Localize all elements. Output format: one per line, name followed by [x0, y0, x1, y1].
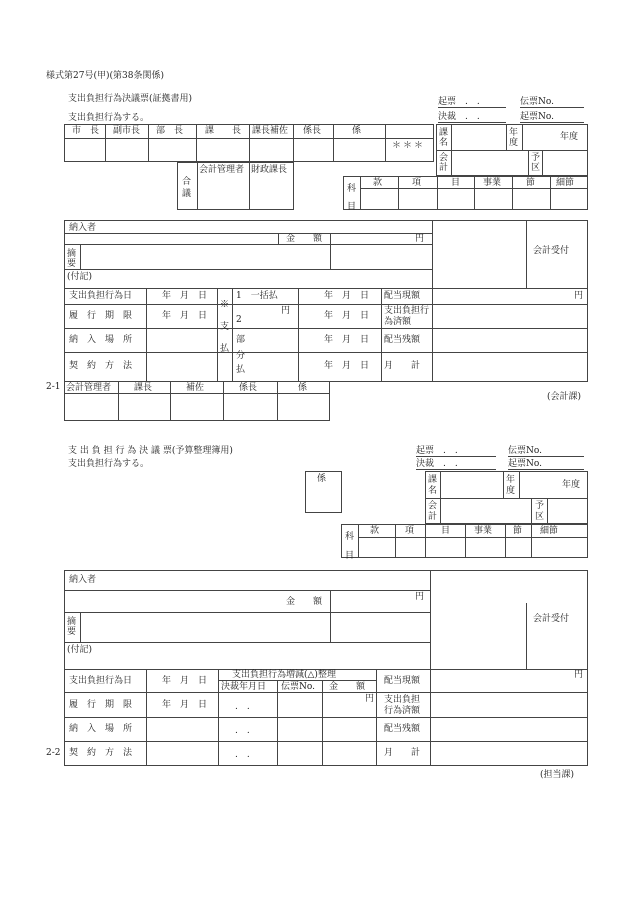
- form1-footer: (会計課): [547, 392, 582, 402]
- form2-row3-dots: . .: [235, 726, 250, 736]
- form1-nendo: 年度: [560, 132, 579, 142]
- form1-row4-pdate[interactable]: 年 月 日: [324, 361, 370, 371]
- budget-setsu-label: 節: [526, 178, 536, 188]
- form2-tekiyo-label: 摘要: [67, 617, 77, 637]
- form2-nounyusha-label: 納入者: [69, 575, 97, 585]
- form2-side-label: 2-2: [46, 748, 61, 758]
- form2-budget-kou: 項: [405, 526, 415, 536]
- sign-kakaricho: 係長: [239, 383, 258, 393]
- form1-kihyo-date[interactable]: 起票 . .: [438, 98, 506, 108]
- form2-kihyo-date[interactable]: 起票 . .: [416, 447, 496, 457]
- form2-row2-label: 履 行 期 限: [69, 700, 133, 710]
- form2-yen-right: 円: [574, 670, 584, 680]
- form2-kihyo-no[interactable]: 起票No.: [508, 460, 584, 470]
- form1-row2-label: 履 行 期 限: [69, 311, 133, 321]
- budget-moku-label: 目: [451, 178, 461, 188]
- form2-footer: (担当課): [540, 770, 575, 780]
- form1-row2-date[interactable]: 年 月 日: [162, 311, 208, 321]
- form1-row3-pdate[interactable]: 年 月 日: [324, 335, 370, 345]
- form1-kaikei-uketsuke: 会計受付: [533, 246, 570, 256]
- form2-budget-moku: 目: [441, 526, 451, 536]
- budget-kan-label: 款: [373, 178, 383, 188]
- approver-kacho-hosa: 課長補佐: [252, 126, 289, 136]
- form2-kaikei-label: 会計: [428, 501, 438, 522]
- approver-fukushicho: 副市長: [113, 126, 141, 136]
- form1-tekiyo-label: 摘要: [67, 249, 77, 269]
- form2-row1-right: 配当現額: [384, 676, 421, 686]
- form1-row3-label: 納 入 場 所: [69, 335, 133, 345]
- form2-yen-row2: 円: [365, 694, 375, 704]
- form-number: 様式第27号(甲)(第38条関係): [46, 71, 164, 81]
- sign-kaikei-kanrisha: 会計管理者: [66, 383, 112, 393]
- budget-jigyo-label: 事業: [483, 178, 502, 188]
- zogen-title: 支出負担行為増減(△)整理: [232, 670, 336, 680]
- form1-yen-row1: 円: [574, 291, 584, 301]
- budget-kamoku-label: 科目: [347, 184, 357, 212]
- form1-row4-label: 契 約 方 法: [69, 361, 133, 371]
- form1-row1-label: 支出負担行為日: [69, 291, 133, 301]
- sign-hosa: 補佐: [186, 383, 205, 393]
- form2-kingaku-label: 金 額: [286, 597, 323, 607]
- form1-row3-right: 配当残額: [384, 335, 421, 345]
- form1-ka-mei-label: 課名: [439, 128, 449, 148]
- form2-fuki-label: (付記): [67, 645, 93, 655]
- form2-row1-date[interactable]: 年 月 日: [162, 676, 208, 686]
- form2-row2-dots: . .: [235, 702, 250, 712]
- form1-row2-pdate[interactable]: 年 月 日: [324, 311, 370, 321]
- form2-kaikei-uketsuke: 会計受付: [533, 614, 570, 624]
- form1-row1-pay: 1 一括払: [236, 291, 278, 301]
- form2-row3-right: 配当残額: [384, 724, 421, 734]
- form1-row4-right: 月 計: [384, 361, 421, 371]
- form2-row4-label: 契 約 方 法: [69, 748, 133, 758]
- form2-row4-dots: . .: [235, 750, 250, 760]
- form1-subtitle: 支出負担行為する。: [68, 113, 150, 123]
- form1-sign-label: 2-1: [46, 382, 61, 392]
- form2-budget-jigyo: 事業: [474, 526, 493, 536]
- zogen-denpyo-no: 伝票No.: [281, 682, 315, 692]
- form2-row4-right: 月 計: [384, 748, 421, 758]
- budget-kou-label: 項: [412, 178, 422, 188]
- form1-yen: 円: [415, 234, 425, 244]
- form2-budget-setsu: 節: [513, 526, 523, 536]
- form2-yen: 円: [415, 592, 425, 602]
- form1-denpyo-no[interactable]: 伝票No.: [520, 98, 584, 108]
- form2-nendo-label: 年度: [506, 475, 516, 496]
- form1-row1-pdate[interactable]: 年 月 日: [324, 291, 370, 301]
- stars-mark: ＊＊＊: [392, 141, 426, 151]
- form1-yoku-label: 予区: [531, 153, 541, 173]
- form2-budget-saisetsu: 細節: [540, 526, 559, 536]
- budget-saisetsu-label: 細節: [556, 178, 575, 188]
- form1-nendo-label: 年度: [509, 128, 519, 148]
- form2-nendo: 年度: [562, 480, 581, 490]
- zaisei-kacho-label: 財政課長: [251, 165, 288, 175]
- form2-title: 支 出 負 担 行 為 決 議 票(予算整理簿用): [68, 446, 233, 456]
- form2-ka-mei-label: 課名: [428, 475, 438, 496]
- form1-row2-right: 支出負担行為済額: [384, 306, 430, 327]
- form1-kaikei-label: 会計: [439, 153, 449, 173]
- form1-ketsusai-date[interactable]: 決裁 . .: [438, 113, 506, 123]
- form1-nounyusha-label: 納入者: [69, 223, 97, 233]
- sign-kacho: 課長: [134, 383, 153, 393]
- form2-row3-label: 納 入 場 所: [69, 724, 133, 734]
- form1-row2-pay: 2: [236, 315, 242, 325]
- form2-denpyo-no[interactable]: 伝票No.: [508, 447, 584, 457]
- form1-row3-pay: 部分: [236, 335, 246, 361]
- form1-yen-row2: 円: [281, 306, 291, 316]
- form1-kingaku-label: 金 額: [286, 234, 323, 244]
- form1-fuki-label: (付記): [67, 272, 93, 282]
- form1-row1-right: 配当現額: [384, 291, 421, 301]
- approver-kakaricho: 係長: [303, 126, 322, 136]
- form2-subtitle: 支出負担行為する。: [68, 459, 150, 469]
- form2-row1-label: 支出負担行為日: [69, 676, 133, 686]
- approver-bucho: 部 長: [156, 126, 184, 136]
- sign-kakari: 係: [298, 383, 308, 393]
- kaikei-kanrisha-label: 会計管理者: [199, 165, 245, 175]
- form2-budget-kamoku: 科目: [345, 532, 355, 561]
- form2-main-table: [64, 570, 588, 766]
- approver-kakari: 係: [352, 126, 362, 136]
- zogen-kessai-date: 決裁年月日: [221, 682, 267, 692]
- shiharai-mark: ※支払: [220, 300, 230, 354]
- form1-row1-date[interactable]: 年 月 日: [162, 291, 208, 301]
- form2-yoku-label: 予区: [535, 501, 545, 522]
- form2-budget-kan: 款: [370, 526, 380, 536]
- form2-row2-date[interactable]: 年 月 日: [162, 700, 208, 710]
- approver-kacho: 課 長: [205, 126, 242, 136]
- approver-shicho: 市 長: [72, 126, 100, 136]
- form2-row2-right: 支出負担行為済額: [384, 695, 421, 716]
- form2-kakari-label: 係: [317, 474, 327, 484]
- zogen-kingaku: 金 額: [329, 682, 366, 692]
- gougi-label: 合議: [182, 177, 192, 199]
- form1-title: 支出負担行為決議票(証拠書用): [68, 94, 193, 104]
- form1-row4-pay: 払: [236, 365, 246, 375]
- form2-ketsusai-date[interactable]: 決裁 . .: [416, 460, 496, 470]
- form1-kihyo-no[interactable]: 起票No.: [520, 113, 584, 123]
